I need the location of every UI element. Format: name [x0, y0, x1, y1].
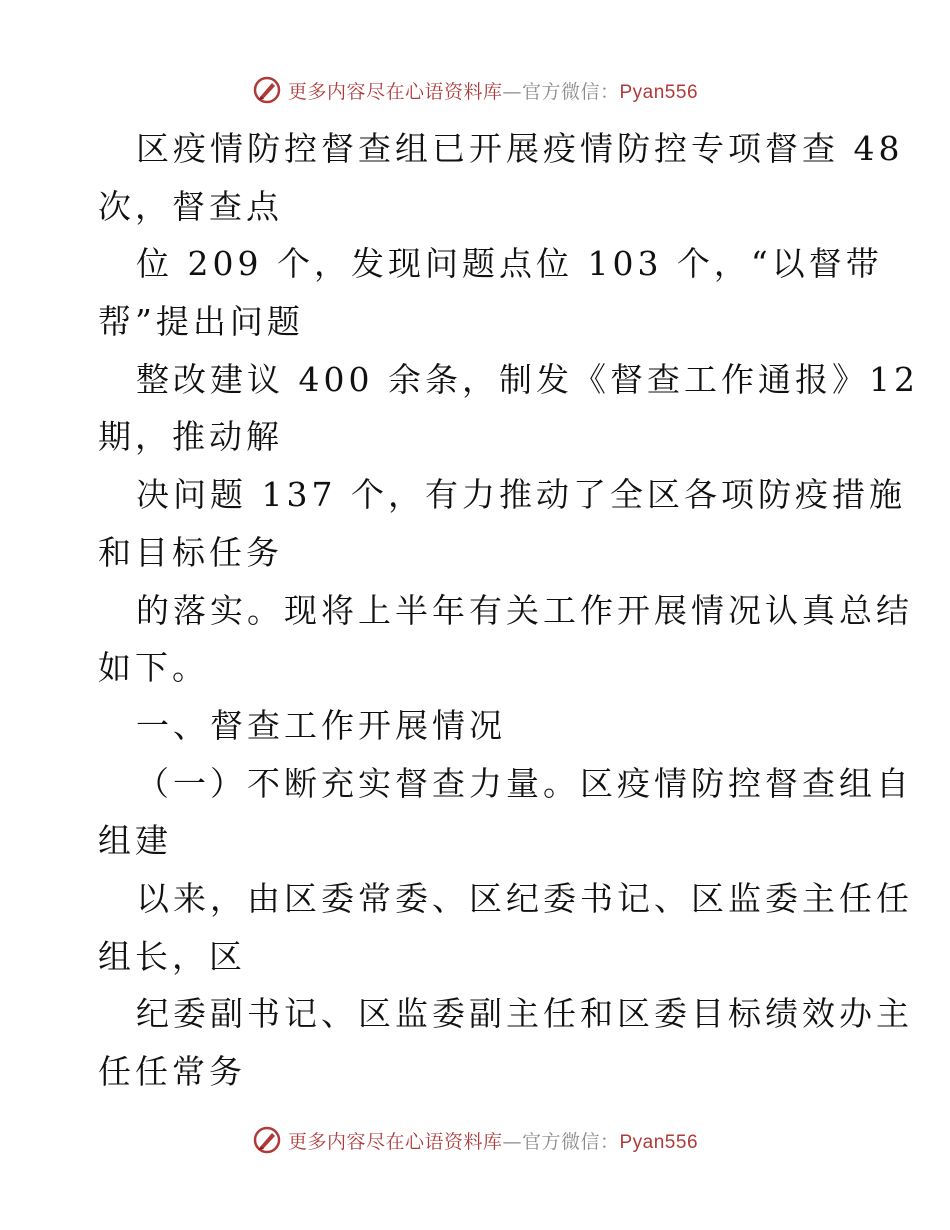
body-line: 组建 [98, 821, 172, 861]
body-line: 任任常务 [98, 1052, 246, 1091]
body-line: 组长，区 [98, 936, 246, 976]
section-heading: 一、督查工作开展情况 [136, 705, 506, 745]
banner-slogan: 更多内容尽在心语资料库 [287, 1130, 503, 1153]
banner-wechat-label: 官方微信： [521, 80, 620, 103]
body-line: 纪委副书记、区监委副主任和区委目标绩效办主 [136, 994, 913, 1034]
body-line: 次，督查点 [98, 186, 283, 226]
banner-wechat-id: Pyan556 [619, 81, 699, 103]
pen-logo-icon [252, 1125, 282, 1155]
body-line: 和目标任务 [98, 532, 283, 572]
banner-slogan: 更多内容尽在心语资料库 [287, 80, 503, 103]
footer-watermark-banner [0, 1120, 950, 1160]
body-line: 决问题 137 个，有力推动了全区各项防疫措施 [136, 475, 906, 515]
body-line: 整改建议 400 余条，制发《督查工作通报》12 [136, 359, 919, 399]
body-line: 如下。 [98, 648, 209, 688]
header-watermark-banner [0, 70, 950, 110]
body-line: 的落实。现将上半年有关工作开展情况认真总结 [136, 590, 913, 630]
banner-separator: — [502, 1130, 522, 1153]
body-line: 帮”提出问题 [98, 302, 304, 342]
pen-logo-icon [252, 75, 282, 105]
body-line: 位 209 个，发现问题点位 103 个，“以督带 [136, 244, 883, 284]
banner-separator: — [502, 80, 522, 103]
banner-wechat-label: 官方微信： [521, 1130, 620, 1153]
banner-text [288, 77, 698, 104]
body-line: （一）不断充实督查力量。区疫情防控督查组自 [136, 763, 913, 803]
body-line: 区疫情防控督查组已开展疫情防控专项督查 48 [136, 129, 904, 168]
banner-text [288, 1127, 698, 1154]
document-body [98, 120, 919, 1101]
banner-wechat-id: Pyan556 [619, 1131, 699, 1153]
body-line: 期，推动解 [98, 417, 283, 457]
body-line: 以来，由区委常委、区纪委书记、区监委主任任 [136, 878, 913, 918]
